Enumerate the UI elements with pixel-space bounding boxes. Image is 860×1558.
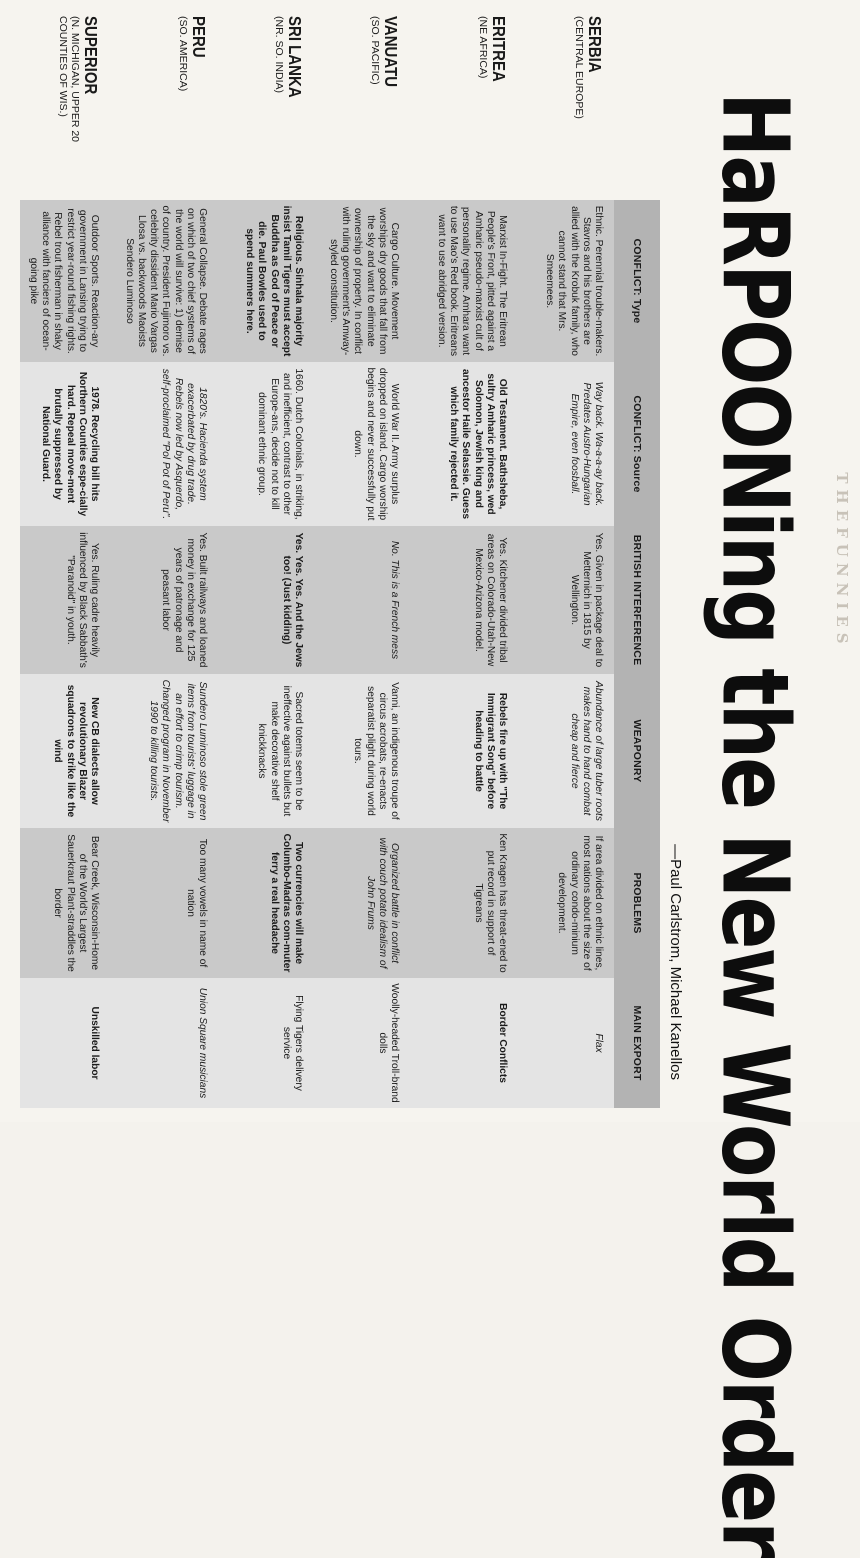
cell-source: 1660. Dutch Colonials, in striking, and inefficient, contrast to other Europe-ans, decide not to kill dominant ethnic group. — [256, 368, 304, 520]
cell-weaponry: New CB dialects allow revolutionary Blazer squadrons to strike like the wind — [52, 684, 100, 818]
country-region: (NR. SO. INDIA) — [273, 16, 285, 94]
cell-weaponry: Rebels fire up with "The Immigrant Song" before heading to battle — [472, 692, 508, 810]
cell-export: Unskilled labor — [89, 1006, 100, 1080]
table-row — [410, 14, 514, 1108]
cell-export: Flax — [593, 1033, 604, 1053]
cell-source: 1978. Recycling bill hits Northern Counties espe-cially hard. Repeal move-ment brutally suppressed by National Guard. — [40, 371, 100, 517]
cell-problems: Organized battle in conflict with couch potato idealism of John Frums — [364, 837, 400, 969]
table-row — [218, 14, 310, 1108]
cell-source: 1820's. Hacienda system exacerbated by drug trade. Rebels now led by Asquerdo, self-proclaimed "Pol Pot of Peru". — [160, 368, 208, 520]
cell-british: Yes. Yes. Yes. And the Jews too! (Just kidding) — [280, 532, 304, 668]
cell-british: No. This is a French mess — [389, 540, 400, 660]
cell-source: Way back. Wa-a-a-ay back. Predates Austro-Hungarian Empire, even foosball. — [568, 381, 604, 507]
cell-british: Yes. Built railways and loaned money in exchange for 125 years of patronage and peasant labor — [160, 532, 208, 668]
country-name: VANUATU — [380, 16, 400, 88]
cell-british: Yes. Kitchener divided tribal areas on Colorado-Utah-New Mexico-Arizona model. — [472, 533, 508, 667]
table-row — [518, 14, 610, 1108]
country-region: (CENTRAL EUROPE) — [573, 16, 585, 119]
country-region: (SO. PACIFIC) — [369, 16, 381, 85]
cell-source: World War II. Army surplus dropped on island. Cargo worship begins and never successfully put down. — [352, 367, 400, 521]
masthead: THEFUNNIES — [833, 472, 851, 650]
cell-weaponry: Vanni, an indigenous troupe of circus acrobats, re-enacts separatist plight during world tours. — [352, 682, 400, 820]
cell-type: Religious. Sinhala majority insist Tamil Tigers must accept Buddha as God of Peace or die. Paul Bowles used to spend summers here. — [244, 205, 304, 357]
cell-export: Woolly-headed Troll-brand dolls — [376, 983, 400, 1103]
column-header: BRITISH INTERFERENCE — [631, 534, 643, 666]
cell-type: Cargo Culture. Movement worships dry goods that fall from the sky and want to eliminate ownership of property. In conflict with ruling government's Amway-styled constitution. — [327, 206, 400, 356]
cell-type: Outdoor Sports. Reaction-ary government in Lansing trying to restrict year-round fishing rights. Rebel trout fisherman in shaky alliance with fanciers of ocean-going pike — [27, 208, 100, 354]
country-name: SRI LANKA — [284, 16, 304, 98]
cell-type: Marxist In-Fight. The Eritrean People's Front, pitted against a Amharic pseudo-marxist cult of personality regime. Amhara want to use Mao's Red book. Eritreans want to use abridged version. — [435, 205, 508, 357]
column-header: CONFLICT: Type — [631, 238, 643, 324]
column-header: PROBLEMS — [631, 872, 643, 934]
country-name: PERU — [188, 16, 208, 58]
cell-problems: Bear Creek, Wisconsin-Home of the World's Largest Sauerkraut Plant-straddles the border — [52, 834, 100, 972]
cell-problems: If area divided on ethnic lines, most nations about the size of ordinary condo-minium development. — [556, 835, 604, 971]
country-region: (N. MICHIGAN, UPPER 20 COUNTIES OF WIS.) — [57, 16, 81, 143]
cell-british: Yes. Ruling cadre heavily influenced by Black Sabbath's "Paranoid" in youth. — [64, 532, 100, 668]
cell-type: Ethnic. Perennial trouble-makers. Stavros and his brothers are allied with the Krobuk family, who cannot stand that Mrs. Smeemees. — [544, 205, 604, 357]
table-row — [314, 14, 406, 1108]
cell-export: Border Conflicts — [497, 1003, 508, 1083]
country-name: ERITREA — [488, 16, 508, 82]
cell-weaponry: Sundero Luminoso stole green items from tourists' luggage in an effort to crimp tourism. Changed program in November 1990 to killing tourists. — [148, 679, 208, 823]
country-name: SUPERIOR — [80, 16, 100, 95]
cell-problems: Two currencies will make Columbo-Madras com-muter ferry a real headache — [268, 833, 304, 973]
column-header: WEAPONRY — [631, 719, 643, 783]
cell-problems: Too many vowels in name of nation — [184, 838, 208, 968]
page-title: HaRPOONing the New World Order — [700, 92, 808, 1558]
cell-export: Union Square musicians — [197, 987, 208, 1099]
country-region: (NE AFRICA) — [477, 16, 489, 79]
cell-problems: Ken Kragen has threat-ened to put record in support of Tigreans — [472, 833, 508, 973]
cell-british: Yes. Given in package deal to Metternich in 1815 by Wellington. — [568, 532, 604, 668]
column-header: MAIN EXPORT — [631, 1005, 643, 1081]
column-header: CONFLICT: Source — [631, 395, 643, 493]
byline: —Paul Carlstrom, Michael Kanellos — [667, 844, 684, 1080]
cell-weaponry: Sacred totems seem to be ineffective against bullets but make decorative shelf knickknacks — [256, 685, 304, 817]
country-name: SERBIA — [584, 16, 604, 73]
conflict-table — [20, 14, 660, 1108]
table-row — [20, 14, 106, 1108]
table-row — [110, 14, 214, 1108]
cell-source: Old Testament. Bathsheba, sultry Amharic princess, wed Solomon, Jewish king and ancestor Haile Selassie. Guess which family rejected it. — [448, 368, 508, 520]
table-header — [614, 14, 660, 1108]
cell-weaponry: Abundance of large tuber roots makes hand to hand combat cheap and fierce — [568, 681, 604, 821]
country-region: (SO. AMERICA) — [177, 16, 189, 92]
cell-type: General Collapse. Debate rages on which of two chief systems of the world will survive: 1) demise of country. President Fujimoro vs. celebrity dissident Mario Vargas Llosa vs. backwoods Maoists Sendero Luminoso — [123, 205, 208, 357]
cell-export: Flying Tigers delivery service — [280, 995, 304, 1091]
